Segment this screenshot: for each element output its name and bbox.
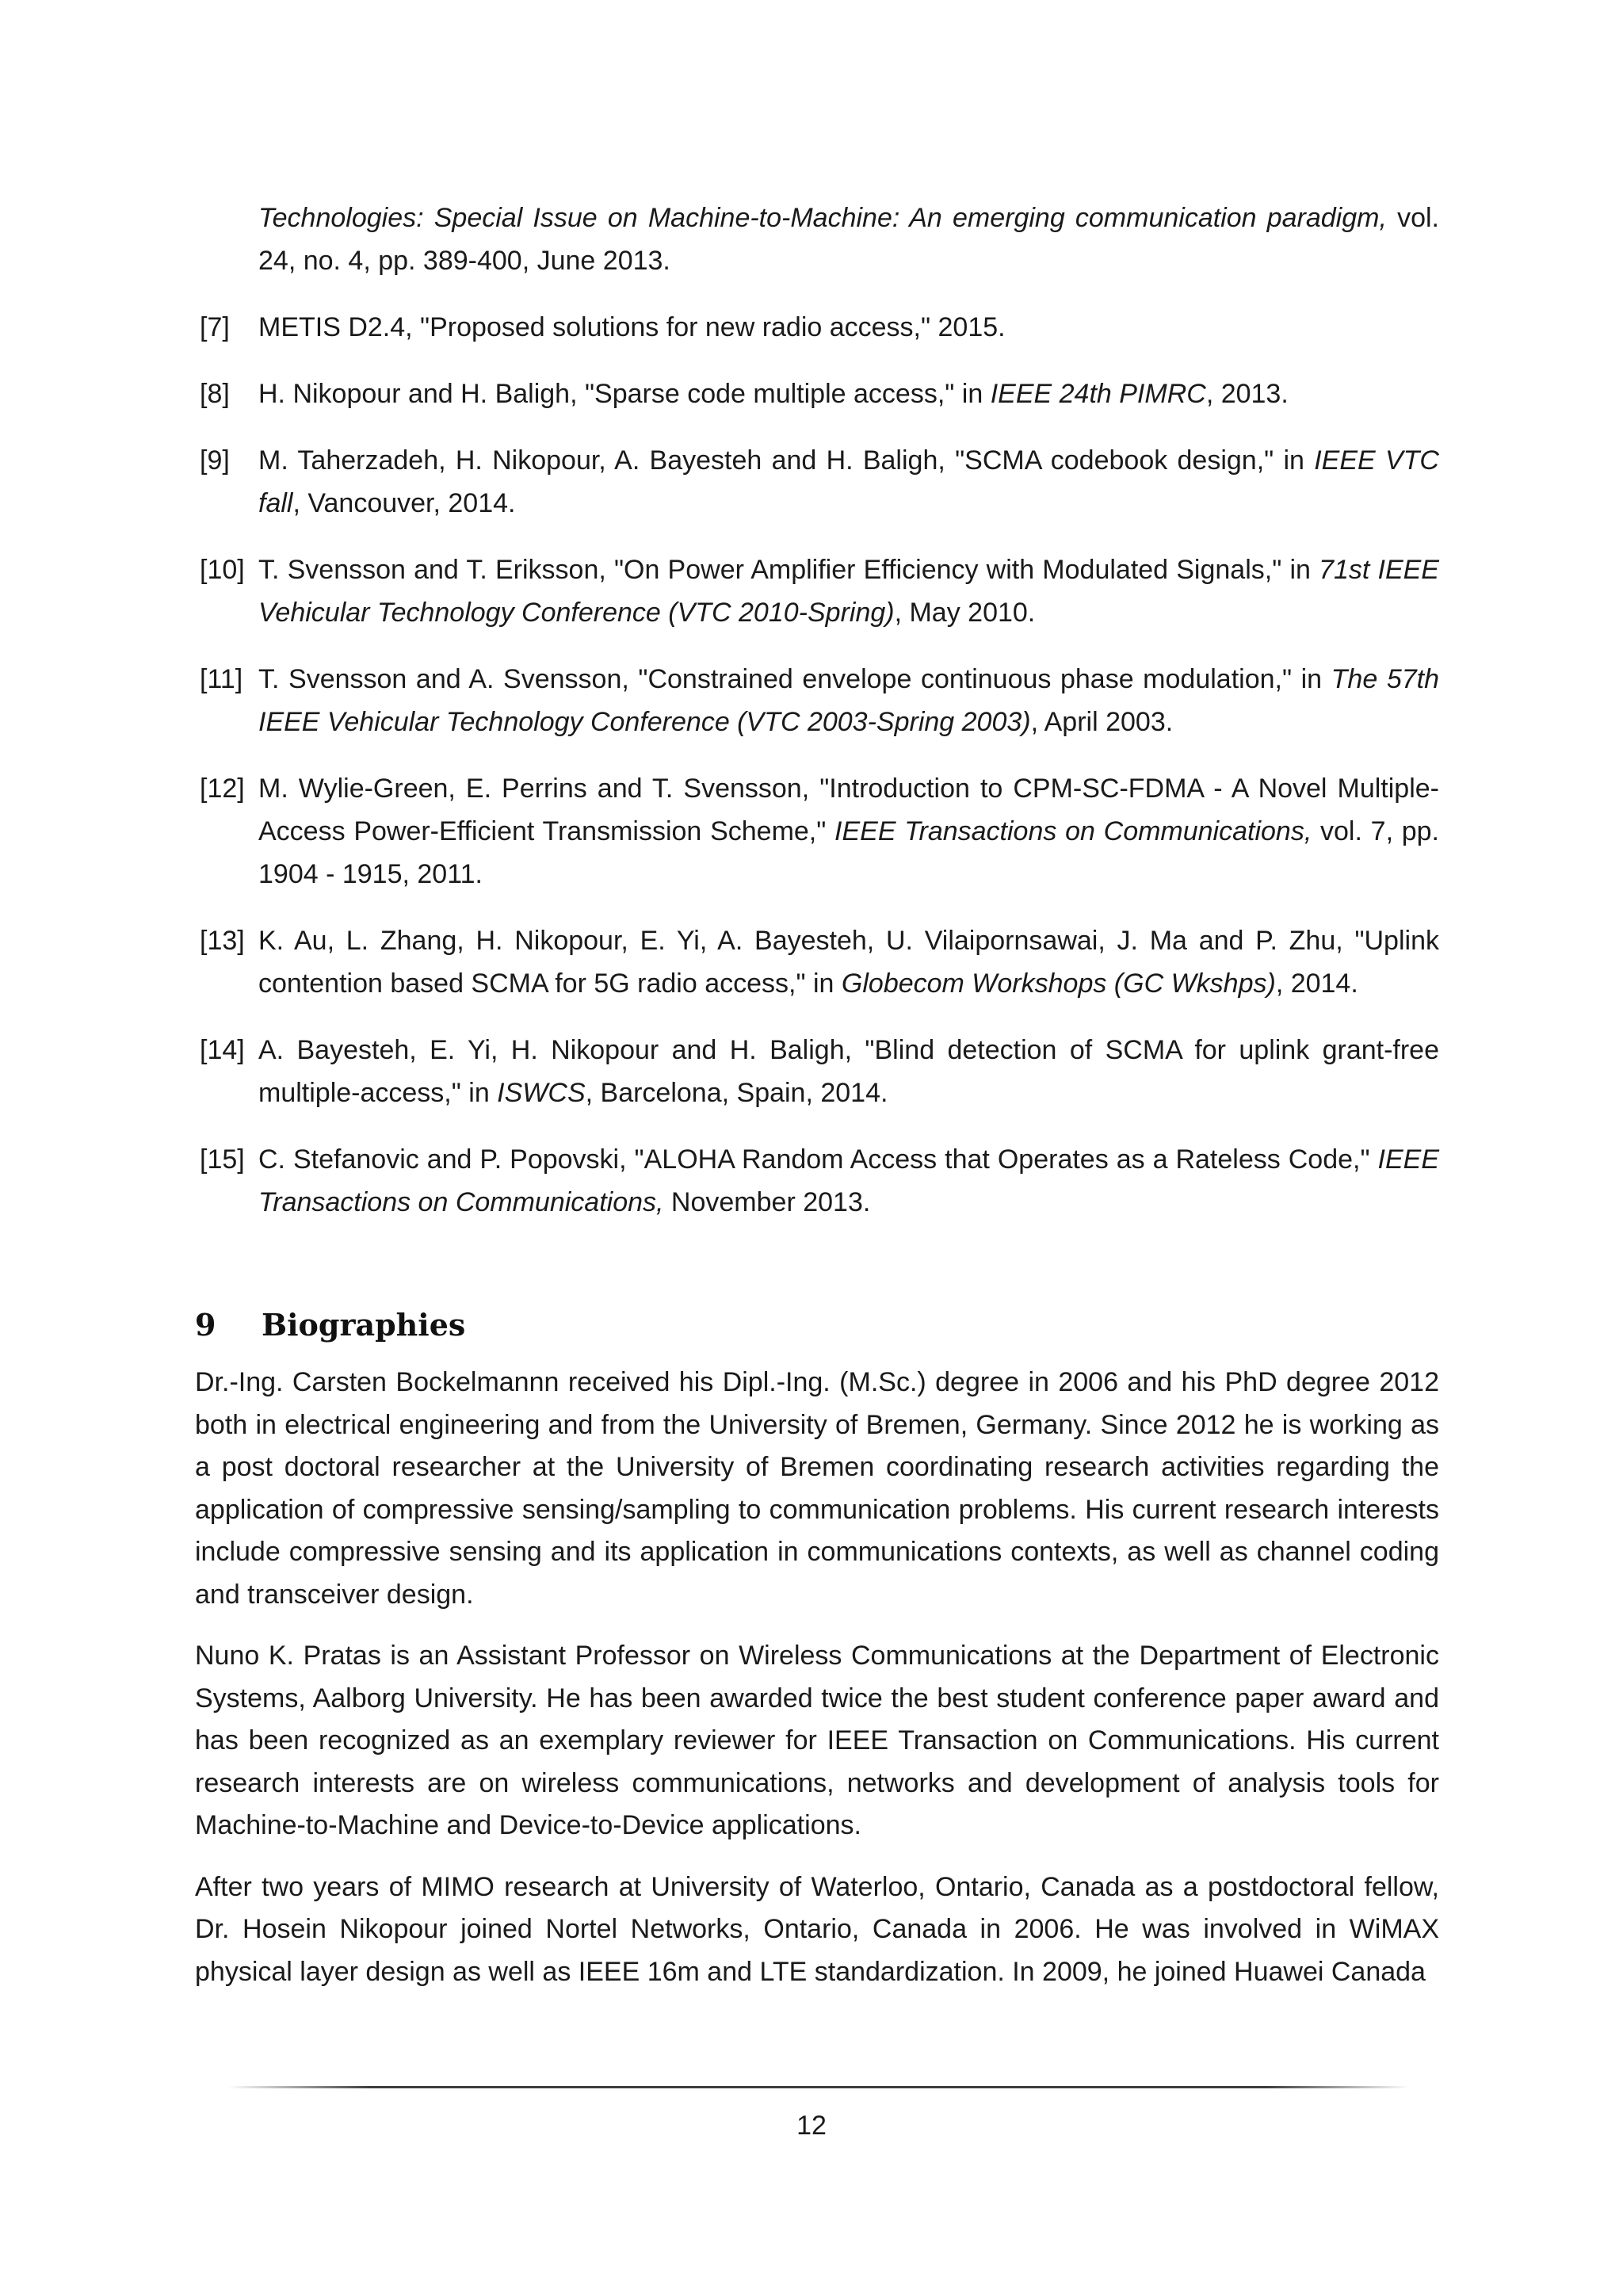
biography-paragraph-2: Nuno K. Pratas is an Assistant Professor on Wireless Communications at the Department of Electronic Systems, Aalborg University. He has been awarded twice the best student conference paper award and has been recognized as an exemplary reviewer for IEEE Transaction on Communications. His current research interests are on wireless communications, networks and development of analysis tools for Machine-to-Machine and Device-to-Device applications. <box>195 1641 1439 1840</box>
reference-text: H. Nikopour and H. Baligh, "Sparse code multiple access," in <box>258 379 991 409</box>
reference-label: [13] <box>200 926 245 956</box>
reference-tail: , 2013. <box>1205 379 1289 409</box>
reference-text: METIS D2.4, "Proposed solutions for new radio access," 2015. <box>258 312 1006 342</box>
reference-label: [11] <box>200 664 243 694</box>
footer-divider <box>228 2086 1409 2088</box>
reference-venue: IEEE 24th PIMRC <box>990 379 1206 409</box>
reference-venue: 71st IEEE Vehicular Technology Conference (VTC 2010-Spring) <box>258 555 1439 628</box>
reference-label: [14] <box>200 1035 245 1065</box>
reference-10 <box>195 548 1439 634</box>
reference-venue: IEEE VTC fall <box>258 445 1439 518</box>
section-number: 9 <box>195 1307 216 1343</box>
reference-tail: November 2013. <box>663 1187 871 1217</box>
reference-text: M. Wylie-Green, E. Perrins and T. Svensson, "Introduction to CPM-SC-FDMA - A Novel Multiple-Access Power-Efficient Transmission Scheme," <box>258 774 1439 846</box>
reference-text: A. Bayesteh, E. Yi, H. Nikopour and H. Baligh, "Blind detection of SCMA for uplink grant-free multiple-access," in <box>258 1035 1439 1108</box>
section-title: Biographies <box>262 1307 466 1343</box>
reference-continuation-italic: Technologies: Special Issue on Machine-to-Machine: An emerging communication paradigm, <box>258 203 1387 233</box>
reference-venue: IEEE Transactions on Communications, <box>834 816 1312 846</box>
reference-13 <box>195 919 1439 1005</box>
section-heading <box>195 1306 1439 1344</box>
reference-14 <box>195 1029 1439 1114</box>
reference-tail: , Vancouver, 2014. <box>292 488 516 518</box>
reference-label: [9] <box>200 445 230 476</box>
reference-tail: , May 2010. <box>894 598 1036 628</box>
reference-label: [15] <box>200 1144 245 1175</box>
reference-tail: vol. 7, pp. 1904 - 1915, 2011. <box>258 816 1440 889</box>
reference-venue: ISWCS <box>497 1078 586 1108</box>
page-content <box>195 197 1439 2012</box>
reference-12 <box>195 767 1439 896</box>
reference-tail: , 2014. <box>1275 968 1358 999</box>
reference-label: [12] <box>200 774 245 804</box>
reference-venue: IEEE Transactions on Communications, <box>258 1144 1439 1217</box>
reference-label: [8] <box>200 379 230 409</box>
biography-paragraph-3: After two years of MIMO research at University of Waterloo, Ontario, Canada as a postdoctoral fellow, Dr. Hosein Nikopour joined Nortel Networks, Ontario, Canada in 2006. He was involved in WiMAX physical layer design as well as IEEE 16m and LTE standardization. In 2009, he joined Huawei Canada <box>195 1871 1439 1987</box>
reference-venue: The 57th IEEE Vehicular Technology Conference (VTC 2003-Spring 2003) <box>258 664 1439 737</box>
page-number: 12 <box>796 2111 827 2141</box>
reference-continuation-rest: vol. 24, no. 4, pp. 389-400, June 2013. <box>258 203 1440 276</box>
reference-text: T. Svensson and A. Svensson, "Constrained envelope continuous phase modulation," in <box>258 664 1331 694</box>
reference-label: [7] <box>200 312 230 342</box>
reference-text: T. Svensson and T. Eriksson, "On Power Amplifier Efficiency with Modulated Signals," in <box>258 555 1319 585</box>
reference-9 <box>195 439 1439 525</box>
reference-label: [10] <box>200 555 245 585</box>
reference-text: C. Stefanovic and P. Popovski, "ALOHA Random Access that Operates as a Rateless Code," <box>258 1144 1378 1175</box>
reference-8 <box>195 372 1439 415</box>
reference-tail: , April 2003. <box>1030 707 1174 737</box>
reference-text: K. Au, L. Zhang, H. Nikopour, E. Yi, A. Bayesteh, U. Vilaipornsawai, J. Ma and P. Zhu, "Uplink contention based SCMA for 5G radio access," in <box>258 926 1439 999</box>
reference-continuation <box>195 197 1439 282</box>
biography-paragraph-1: Dr.-Ing. Carsten Bockelmannn received his Dipl.-Ing. (M.Sc.) degree in 2006 and his PhD degree 2012 both in electrical engineering and from the University of Bremen, Germany. Since 2012 he is working as a post doctoral researcher at the University of Bremen coordinating research activities regarding the application of compressive sensing/sampling to communication problems. His current research interests include compressive sensing and its application in communications contexts, as well as channel coding and transceiver design. <box>195 1367 1439 1610</box>
reference-tail: , Barcelona, Spain, 2014. <box>585 1078 888 1108</box>
reference-7 <box>195 306 1439 349</box>
reference-15 <box>195 1138 1439 1224</box>
reference-11 <box>195 658 1439 743</box>
reference-text: M. Taherzadeh, H. Nikopour, A. Bayesteh and H. Baligh, "SCMA codebook design," in <box>258 445 1315 476</box>
reference-venue: Globecom Workshops (GC Wkshps) <box>841 968 1276 999</box>
